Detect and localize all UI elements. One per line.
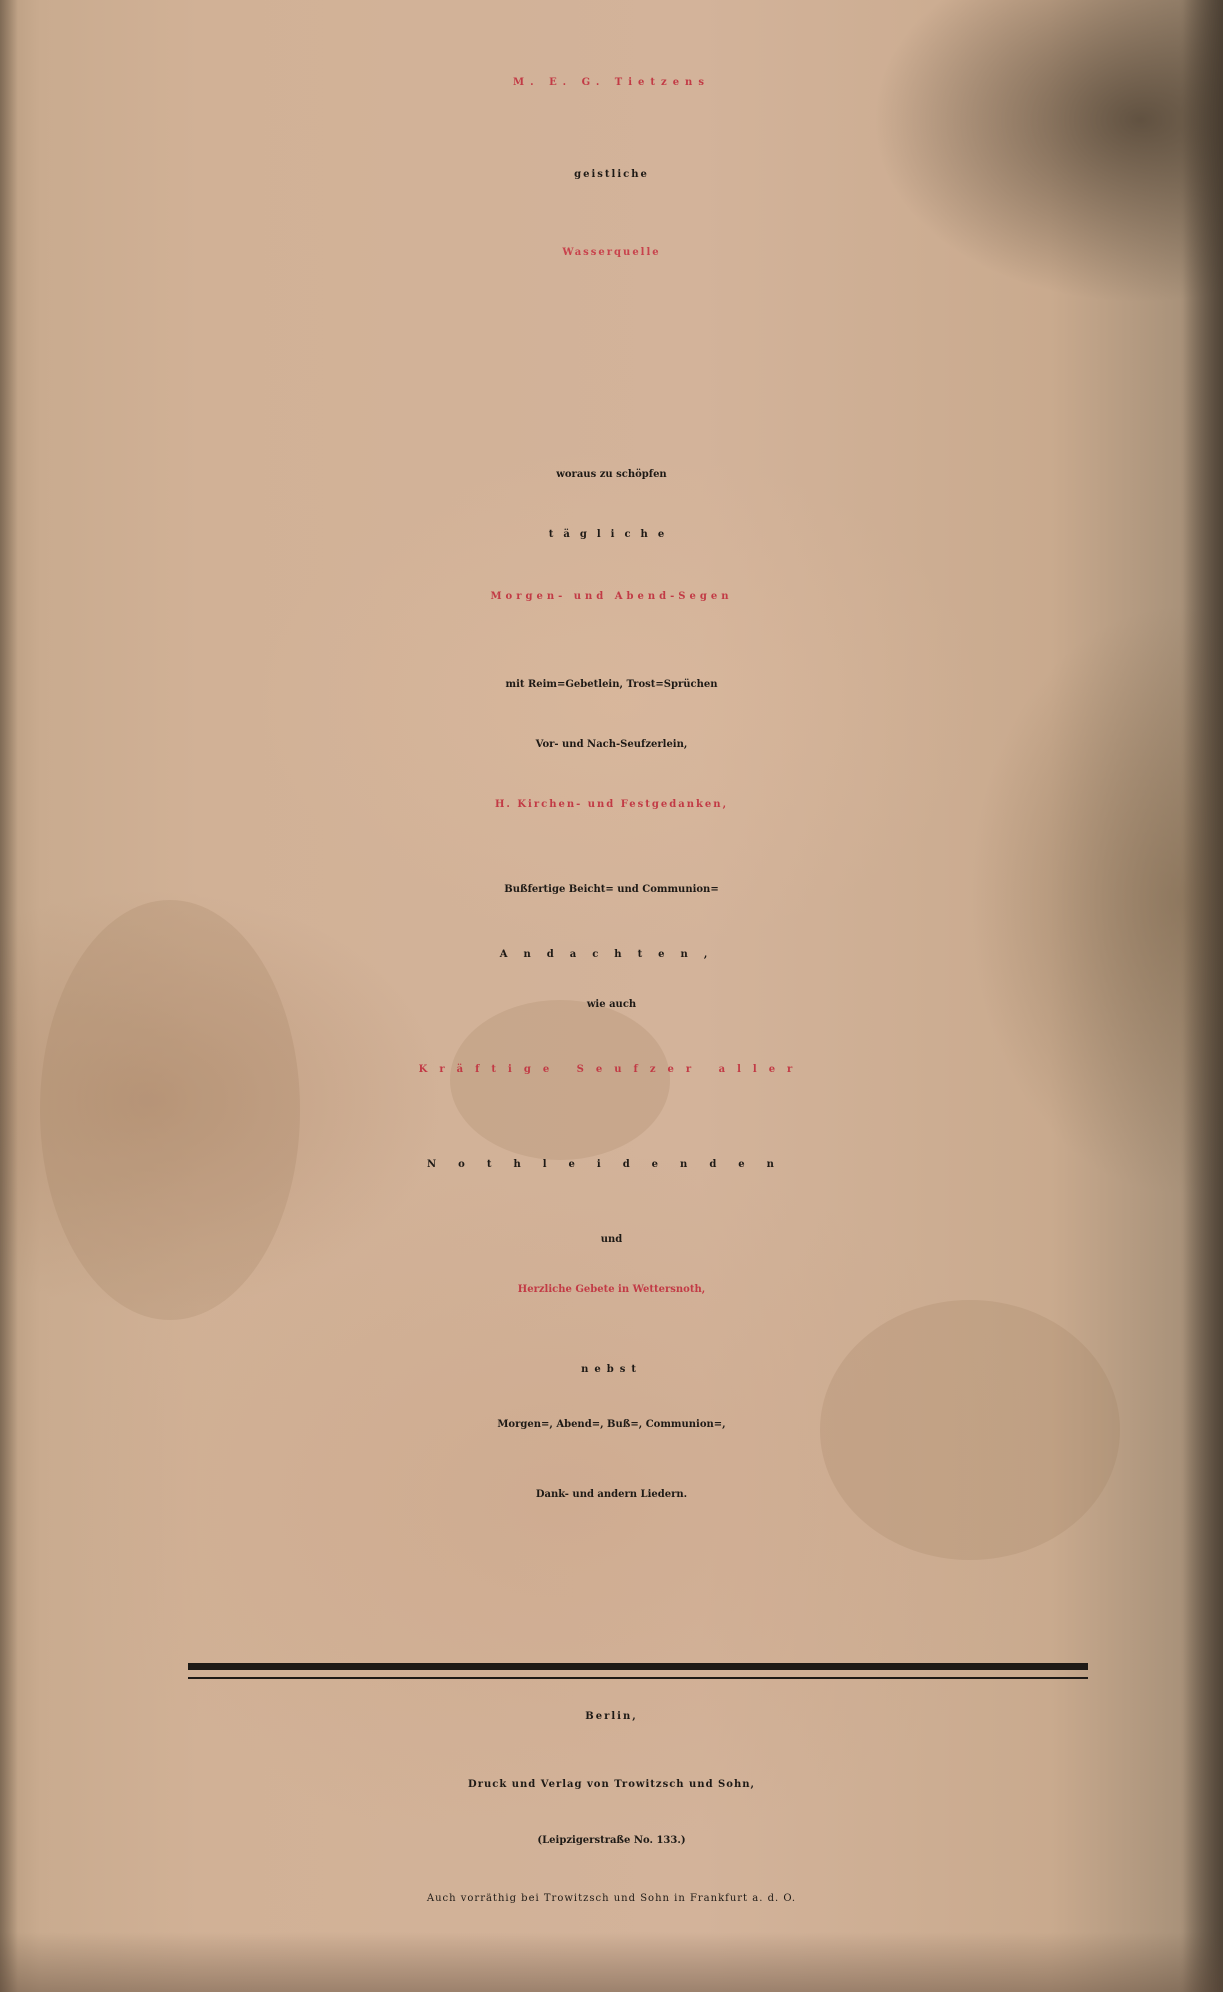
line-herzliche-gebete: Herzliche Gebete in Wettersnoth, [517, 1284, 706, 1295]
line-kraeftige-seufzer: Kräftige Seufzer aller [418, 1064, 805, 1075]
page-edge-shadow [1183, 0, 1223, 1992]
main-title: Wasserquelle [562, 246, 661, 259]
line-vor-nach: Vor- und Nach-Seufzerlein, [535, 739, 688, 750]
line-reim-gebetlein: mit Reim=Gebetlein, Trost=Sprüchen [505, 679, 718, 690]
imprint-publisher: Druck und Verlag von Trowitzsch und Sohn, [468, 1779, 755, 1790]
line-andachten: Andachten, [499, 949, 724, 960]
paper-stain [820, 1300, 1120, 1560]
imprint-address: (Leipzigerstraße No. 133.) [537, 1835, 686, 1846]
line-taeglich: tägliche [548, 529, 675, 540]
line-und: und [600, 1234, 623, 1245]
line-woraus: woraus zu schöpfen [556, 469, 667, 480]
author-line: M. E. G. Tietzens [513, 77, 710, 88]
line-wie-auch: wie auch [586, 999, 637, 1010]
line-nebst: nebst [581, 1364, 642, 1375]
line-dank-lieder: Dank- und andern Liedern. [535, 1489, 688, 1500]
subtitle-geistliche: geistliche [574, 169, 649, 180]
line-kirchen-festgedanken: H. Kirchen- und Festgedanken, [494, 799, 729, 810]
line-nothleidenden: Nothleidenden [427, 1159, 796, 1170]
paper-stain [40, 900, 300, 1320]
line-lieder-arten: Morgen=, Abend=, Buß=, Communion=, [497, 1419, 726, 1430]
divider-rule-thick [188, 1663, 1088, 1670]
line-bussfertige: Bußfertige Beicht= und Communion= [504, 884, 719, 895]
imprint-also-available: Auch vorräthig bei Trowitzsch und Sohn in Frankfurt a. d. O. [426, 1893, 797, 1904]
paper-stain [450, 1000, 670, 1160]
imprint-city: Berlin, [585, 1711, 638, 1722]
line-morgen-abend-segen: Morgen- und Abend-Segen [490, 591, 733, 602]
divider-rule-thin [188, 1677, 1088, 1679]
